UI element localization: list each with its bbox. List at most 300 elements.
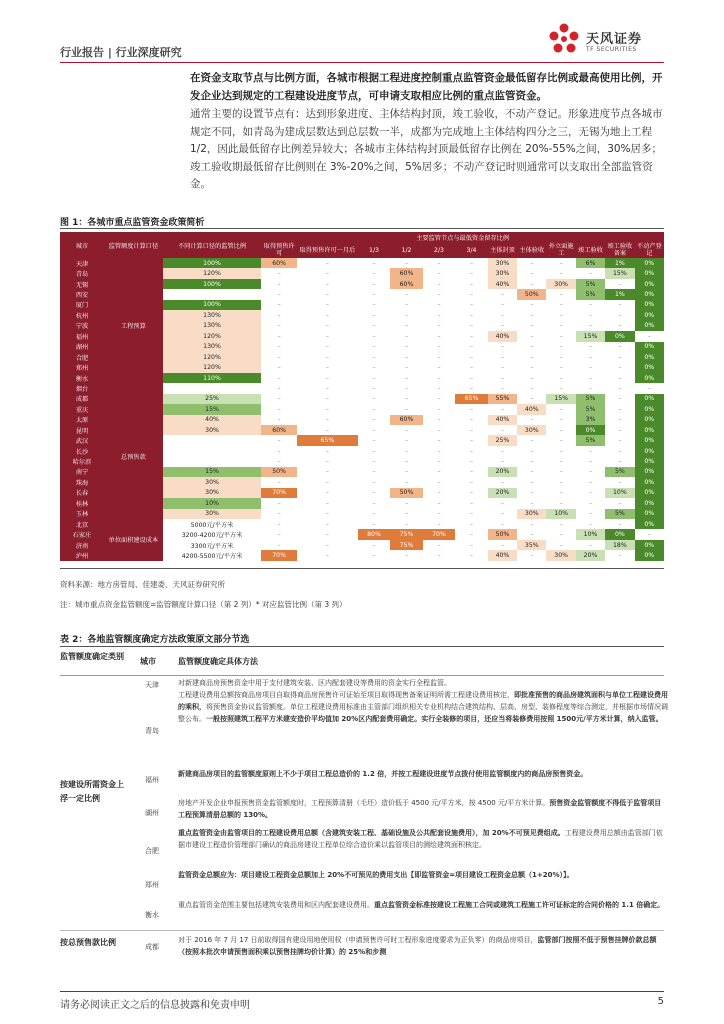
table-cell: –	[437, 447, 441, 455]
table-2-top-rule	[60, 646, 664, 647]
table-cell: 0%	[635, 477, 664, 487]
table-cell: 0%	[635, 519, 664, 529]
table-cell: 10%	[163, 498, 262, 508]
table-cell: –	[618, 364, 622, 372]
table-cell: 70%	[423, 529, 456, 539]
col-header-node-9: 竣工验收	[576, 242, 605, 258]
table-cell: 40%	[517, 404, 546, 414]
table-cell: –	[325, 426, 329, 434]
table-cell: –	[588, 301, 593, 309]
table-cell: –	[277, 510, 281, 518]
table-cell: 0%	[635, 289, 664, 299]
table-cell: 10%	[605, 488, 634, 498]
table-cell: –	[500, 520, 504, 528]
row-city: 珠海	[60, 477, 104, 487]
table-cell: –	[325, 259, 329, 267]
table-cell: –	[277, 353, 281, 361]
table-cell: –	[325, 489, 329, 497]
table-cell: –	[372, 447, 376, 455]
table-cell: –	[559, 489, 563, 497]
table-cell: –	[588, 311, 593, 319]
table-cell: 0%	[635, 435, 664, 445]
table-cell: –	[469, 353, 474, 361]
header-divider	[60, 62, 664, 63]
table-cell: –	[530, 311, 534, 319]
table-cell: 1%	[605, 258, 634, 268]
table-cell: –	[500, 510, 504, 518]
table-cell: –	[618, 405, 622, 413]
table-cell: –	[500, 301, 504, 309]
table-cell: –	[437, 259, 441, 267]
table-cell: –	[404, 311, 409, 319]
table-cell: 3%	[576, 415, 605, 425]
table-cell: –	[500, 364, 504, 372]
table-cell: –	[437, 384, 441, 392]
disclaimer-text: 请务必阅读正文之后的信息披露和免责申明	[60, 1000, 250, 1011]
table-cell: 5%	[576, 404, 605, 414]
table-cell: 25%	[488, 435, 517, 445]
qd-part1: 工程建设费用总额按商品房项目自取得商品房预售许可证始至项目取得现售备案证明所需工程建设费用核定，	[178, 691, 514, 699]
table-cell: 75%	[390, 540, 423, 550]
hs-part2: 重点监管资金标准按建设工程施工合同或建筑工程施工许可证标定的合同价格的 1.1 倍确定。	[374, 901, 665, 909]
table-cell: 65%	[297, 435, 358, 445]
table-cell: –	[372, 437, 376, 445]
row-city: 烟台	[60, 383, 104, 393]
table-cell: –	[404, 468, 409, 476]
table-cell: 70%	[261, 488, 297, 498]
table-cell: –	[500, 447, 504, 455]
table-cell: –	[469, 499, 474, 507]
table-cell: –	[588, 499, 593, 507]
table-cell: –	[469, 416, 474, 424]
table-cell: 15%	[163, 467, 262, 477]
table-2-header-method: 监管额度确定具体方法	[178, 657, 258, 666]
table-cell: –	[437, 353, 441, 361]
table-cell: –	[588, 270, 593, 278]
table-cell: –	[469, 531, 474, 539]
table-cell: 30%	[488, 268, 517, 278]
row-city: 厦门	[60, 300, 104, 310]
city-hengshui: 衡水	[145, 911, 159, 919]
row-city: 无锡	[60, 279, 104, 289]
table-cell: –	[404, 426, 409, 434]
table-cell: –	[277, 343, 281, 351]
table-cell: –	[372, 395, 376, 403]
table-cell	[163, 383, 262, 393]
figure-1-bottom-rule	[60, 568, 664, 569]
table-cell: 4200-5500元/平方米	[181, 552, 243, 560]
cd-part2: 监管部门按照不低于预售挂牌价款总额（按照本批次申请预售面积乘以预售挂牌均价计算）的 25%和步测	[178, 936, 657, 956]
city-chengdu: 成都	[145, 943, 159, 951]
text-hengshui	[178, 900, 668, 912]
table-cell: –	[325, 343, 329, 351]
row-city: 杭州	[60, 310, 104, 320]
table-cell: –	[559, 447, 563, 455]
qd-part3: 将预售资金协议监管额度。单位工程建设费用标准由主管部门组织相关专业机构结合建筑结构、层高、房型、装修程度等综合测定，并根据市场情况调整公布。	[178, 702, 668, 723]
tf-logo-icon	[544, 22, 584, 58]
city-hefei: 合肥	[145, 847, 159, 855]
figure-1-title: 图 1：各城市重点监管资金政策简析	[60, 218, 205, 228]
table-cell: –	[437, 280, 441, 288]
table-cell: 0%	[635, 540, 664, 550]
table-cell: 0%	[635, 352, 664, 362]
table-cell: 15%	[163, 404, 262, 414]
table-cell: –	[530, 551, 534, 559]
table-cell: –	[404, 364, 409, 372]
table-cell: –	[469, 322, 474, 330]
table-cell: –	[277, 301, 281, 309]
table-2-section-rule	[60, 930, 664, 931]
row-city: 长春	[60, 488, 104, 498]
table-cell: –	[588, 478, 593, 486]
row-city: 成都	[60, 394, 104, 404]
table-cell: 5%	[605, 467, 634, 477]
row-city: 太原	[60, 415, 104, 425]
table-cell: –	[559, 531, 563, 539]
table-cell: 0%	[605, 331, 634, 341]
table-cell: 50%	[390, 488, 423, 498]
table-cell: –	[530, 468, 534, 476]
table-cell: 30%	[488, 258, 517, 268]
table-cell: –	[559, 541, 563, 549]
hz-part2: 预售资金监管额度不得低于监管项目工程预算清册总额的 130%。	[178, 799, 662, 819]
table-cell: 0%	[635, 258, 664, 268]
table-cell: 20%	[488, 467, 517, 477]
table-cell: –	[372, 270, 376, 278]
row-city: 玉林	[60, 509, 104, 519]
hf-part1: 重点监管资金由监管项目的工程建设费用总额（含建筑安装工程、基础设施及公共配套设施费用），加 20%不可预见费组成。	[178, 829, 565, 837]
table-cell: –	[559, 458, 563, 466]
row-city: 宁波	[60, 321, 104, 331]
table-cell: 20%	[488, 488, 517, 498]
table-cell: –	[404, 384, 409, 392]
table-cell: –	[325, 551, 329, 559]
table-cell: –	[437, 458, 441, 466]
city-qingdao: 青岛	[145, 727, 159, 735]
col-header-node-10: 竣工验收备案	[605, 242, 634, 258]
table-cell: –	[469, 311, 474, 319]
logo-cn: 天风证券	[586, 32, 643, 47]
row-city: 衡水	[60, 373, 104, 383]
table-cell: 40%	[163, 415, 262, 425]
table-cell: 130%	[163, 310, 262, 320]
table-cell: 5%	[576, 279, 605, 289]
table-cell: –	[404, 322, 409, 330]
table-cell	[163, 446, 262, 456]
row-city: 天津	[60, 258, 104, 268]
table-cell: –	[559, 520, 563, 528]
table-cell: –	[437, 499, 441, 507]
row-city: 重庆	[60, 404, 104, 414]
col-header-node-2: 1/3	[358, 242, 391, 258]
footer-divider	[60, 991, 664, 992]
table-cell: –	[325, 353, 329, 361]
table-cell: –	[530, 447, 534, 455]
table-cell: 5000元/平方米	[190, 521, 234, 529]
table-cell: –	[588, 322, 593, 330]
row-city: 西安	[60, 289, 104, 299]
table-cell: –	[277, 364, 281, 372]
table-cell: –	[325, 322, 329, 330]
table-cell: –	[469, 280, 474, 288]
table-cell: 50%	[261, 467, 297, 477]
table-cell: –	[588, 343, 593, 351]
table-cell: –	[437, 395, 441, 403]
table-cell: –	[372, 364, 376, 372]
table-cell: 30%	[163, 477, 262, 487]
table-cell: –	[530, 301, 534, 309]
table-cell: 130%	[163, 342, 262, 352]
table-cell: –	[325, 510, 329, 518]
table-cell: 20%	[576, 550, 605, 560]
table-cell: 100%	[163, 279, 262, 289]
table-cell: –	[372, 374, 376, 382]
table-cell: 60%	[390, 279, 423, 289]
table-cell: –	[437, 426, 441, 434]
table-cell: –	[500, 499, 504, 507]
table-cell: 60%	[261, 258, 297, 268]
table-cell: –	[372, 551, 376, 559]
table-cell: –	[372, 322, 376, 330]
table-cell: 0%	[635, 488, 664, 498]
table-cell: –	[530, 270, 534, 278]
city-huzhou: 湖州	[145, 809, 159, 817]
report-category: 行业报告 | 行业深度研究	[60, 46, 182, 59]
table-cell: –	[372, 353, 376, 361]
table-cell: 40%	[488, 415, 517, 425]
col-header-node-7: 主体验收	[517, 242, 546, 258]
calc-group-g2: 总预售款	[104, 394, 163, 519]
col-header-node-1: 取得预售许可一月后	[297, 242, 358, 258]
table-cell: –	[277, 322, 281, 330]
table-cell	[163, 456, 262, 466]
table-cell: –	[277, 447, 281, 455]
city-zhengzhou: 郑州	[145, 881, 159, 889]
table-cell: 0%	[635, 279, 664, 289]
table-cell: –	[325, 499, 329, 507]
table-cell: –	[618, 384, 622, 392]
table-cell: –	[469, 489, 474, 497]
table-cell: –	[325, 280, 329, 288]
table-cell: –	[530, 531, 534, 539]
row-city: 长沙	[60, 446, 104, 456]
table-cell: –	[559, 311, 563, 319]
table-cell: –	[437, 405, 441, 413]
table-cell: 0%	[635, 342, 664, 352]
table-cell: –	[404, 447, 409, 455]
col-header-node-8: 外立面施工	[546, 242, 575, 258]
table-cell: –	[325, 332, 329, 340]
table-cell: –	[618, 322, 622, 330]
table-cell: –	[500, 458, 504, 466]
row-city: 哈尔滨	[60, 456, 104, 466]
table-cell: –	[437, 551, 441, 559]
table-cell: –	[404, 478, 409, 486]
row-city: 郑州	[60, 362, 104, 372]
table-cell: –	[277, 332, 281, 340]
table-cell: –	[404, 458, 409, 466]
table-cell: –	[325, 405, 329, 413]
table-cell: –	[588, 458, 593, 466]
table-cell: –	[500, 384, 504, 392]
hs-part1: 重点监管资金范围主要包括建筑安装费用和区内配套建设费用。	[178, 901, 374, 909]
table-cell: 5%	[576, 394, 605, 404]
table-cell: 0%	[635, 550, 664, 560]
table-cell: –	[404, 332, 409, 340]
table-cell: –	[530, 280, 534, 288]
table-cell: –	[277, 499, 281, 507]
table-cell: –	[325, 520, 329, 528]
page-number: 5	[657, 996, 664, 1007]
row-city: 合肥	[60, 352, 104, 362]
table-cell: 120%	[163, 352, 262, 362]
table-cell: 70%	[261, 550, 297, 560]
table-cell: –	[404, 510, 409, 518]
table-cell: –	[372, 520, 376, 528]
table-cell: –	[325, 468, 329, 476]
table-cell: –	[530, 520, 534, 528]
table-cell: –	[404, 259, 409, 267]
table-cell: –	[372, 280, 376, 288]
table-cell: –	[469, 301, 474, 309]
table-cell: –	[618, 374, 622, 382]
table-cell: –	[588, 510, 593, 518]
table-cell: –	[469, 384, 474, 392]
table-cell: –	[372, 426, 376, 434]
col-header-ratio: 不同计算口径的监管比例	[163, 232, 262, 258]
table-cell: 0%	[635, 456, 664, 466]
intro-bold: 在资金支取节点与比例方面，各城市根据工程进度控制重点监管资金最低留存比例或最高使用比例，开发企业达到规定的工程建设进度节点，可申请支取相应比例的重点监管资金。	[190, 72, 663, 102]
table-cell: 60%	[390, 415, 423, 425]
table-cell: –	[437, 489, 441, 497]
row-city: 南宁	[60, 467, 104, 477]
table-cell: –	[469, 520, 474, 528]
table-cell: –	[559, 364, 563, 372]
cd-part1: 对于 2016 年 7 月 17 日前取得国有建设用地使用权（申请预售许可时工程形象进度要求为正负零）的商品房项目，	[178, 936, 538, 944]
table-cell: –	[437, 364, 441, 372]
table-cell: 0%	[605, 529, 634, 539]
table-cell: 110%	[163, 373, 262, 383]
table-cell: –	[559, 270, 563, 278]
row-city: 石家庄	[60, 529, 104, 539]
table-cell: –	[530, 322, 534, 330]
table-cell: –	[588, 447, 593, 455]
col-header-node-3: 1/2	[390, 242, 423, 258]
table-cell: –	[437, 311, 441, 319]
table-cell: 40%	[488, 279, 517, 289]
city-tianjin: 天津	[145, 681, 159, 689]
table-cell: 5%	[605, 509, 634, 519]
table-cell: –	[618, 437, 622, 445]
text-hefei	[178, 828, 668, 852]
table-cell: –	[325, 458, 329, 466]
qd-part2: 即批准预售的商品房建筑面积与单位工程建设费用的乘积，	[178, 691, 668, 711]
table-cell: –	[372, 311, 376, 319]
table-cell: –	[404, 343, 409, 351]
table-cell: –	[372, 343, 376, 351]
table-cell: –	[500, 405, 504, 413]
table-cell: 0%	[635, 415, 664, 425]
table-cell: –	[618, 353, 622, 361]
text-fuzhou: 新建商品房项目的监管额度原则上不少于项目工程总造价的 1.2 倍，并按工程建设进度节点拨付使用监管额度内的商品房预售资金。	[178, 770, 588, 778]
table-cell: –	[588, 520, 593, 528]
figure-1-source: 资料来源：地方房管局、佳建委、天风证券研究所	[60, 580, 225, 589]
table-cell: –	[530, 353, 534, 361]
table-cell: –	[530, 416, 534, 424]
table-cell: –	[277, 270, 281, 278]
table-cell: –	[404, 499, 409, 507]
table-cell: –	[404, 405, 409, 413]
table-cell: 30%	[163, 425, 262, 435]
col-header-node-4: 2/3	[423, 242, 456, 258]
table-cell: –	[559, 426, 563, 434]
table-cell: 40%	[488, 550, 517, 560]
table-2-title: 表 2：各地监管额度确定方法政策原文部分节选	[60, 635, 250, 645]
table-cell: –	[372, 541, 376, 549]
table-cell: –	[437, 520, 441, 528]
table-cell: –	[647, 531, 651, 539]
table-cell: –	[325, 541, 329, 549]
text-qingdao	[178, 690, 668, 726]
table-cell: –	[618, 551, 622, 559]
table-cell: –	[325, 374, 329, 382]
table-cell	[163, 435, 262, 445]
table-cell: –	[469, 437, 474, 445]
table-cell: –	[530, 395, 534, 403]
row-city: 昆明	[60, 425, 104, 435]
table-cell: –	[372, 489, 376, 497]
table-cell: –	[500, 343, 504, 351]
table-cell: –	[588, 364, 593, 372]
table-cell: –	[404, 395, 409, 403]
table-cell: 0%	[635, 404, 664, 414]
table-cell: –	[618, 301, 622, 309]
table-cell: 0%	[635, 498, 664, 508]
table-cell: –	[500, 291, 504, 299]
table-cell: –	[530, 374, 534, 382]
table-cell: –	[277, 395, 281, 403]
table-cell: –	[559, 332, 563, 340]
table-cell: 0%	[635, 321, 664, 331]
qd-part4: 一般按照建筑工程平方米建安造价平均值加 20%区内配套费用确定。实行全装修的项目，还应当将装修费用按照 1500元/平方米计算，纳入监管。	[206, 714, 663, 723]
table-row	[60, 519, 664, 529]
table-cell: –	[469, 364, 474, 372]
table-cell: 1%	[605, 289, 634, 299]
row-city: 福州	[60, 331, 104, 341]
table-cell: –	[404, 353, 409, 361]
col-header-node-5: 3/4	[455, 242, 488, 258]
category-presale-ratio: 按总预售款比例	[60, 938, 116, 947]
table-cell: –	[372, 468, 376, 476]
table-cell: –	[437, 343, 441, 351]
text-chengdu	[178, 935, 668, 959]
table-cell: –	[559, 374, 563, 382]
table-cell: –	[500, 311, 504, 319]
table-cell: 50%	[488, 529, 517, 539]
table-cell: 100%	[163, 258, 262, 268]
table-cell: –	[372, 478, 376, 486]
table-cell: –	[372, 301, 376, 309]
table-cell: 60%	[390, 268, 423, 278]
table-cell: –	[277, 291, 281, 299]
table-cell: –	[469, 551, 474, 559]
table-cell: –	[530, 458, 534, 466]
table-cell: –	[618, 458, 622, 466]
table-cell: 3200-4200元/平方米	[181, 532, 243, 540]
table-cell: –	[277, 437, 281, 445]
row-city: 武汉	[60, 435, 104, 445]
table-cell: –	[277, 374, 281, 382]
